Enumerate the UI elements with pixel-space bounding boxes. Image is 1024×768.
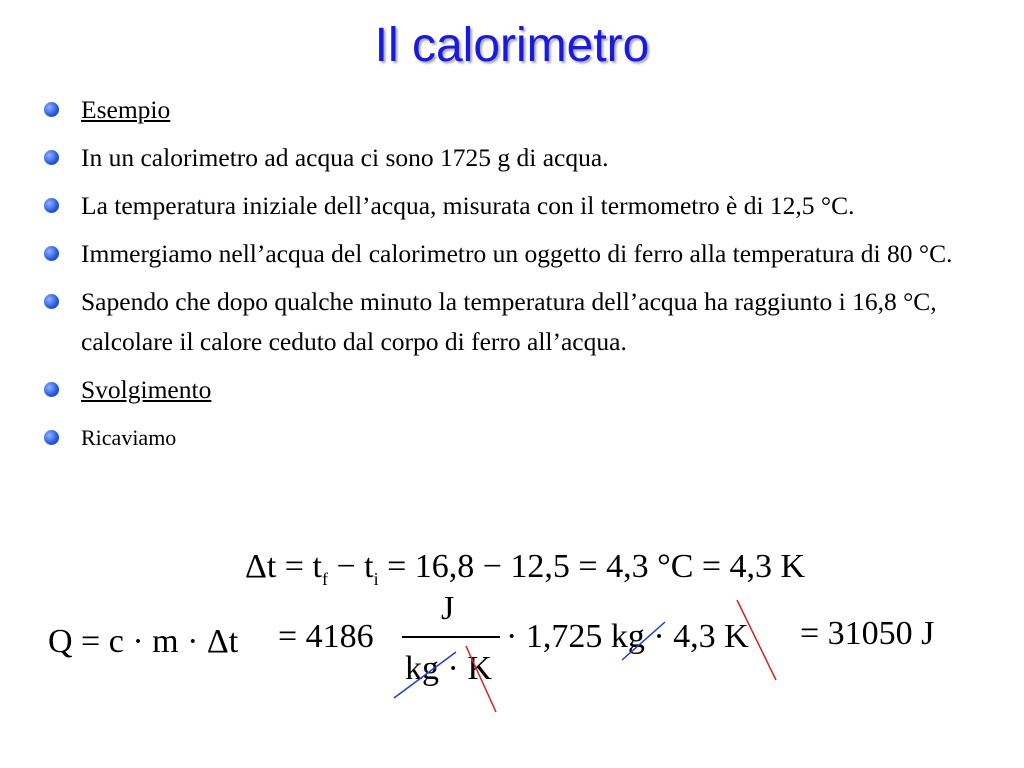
eq1-minus: − t — [327, 548, 374, 585]
eq1-rhs: = 16,8 − 12,5 = 4,3 °C = 4,3 K — [378, 548, 806, 585]
equation-q-rest: · 1,725 kg · 4,3 K — [506, 618, 749, 655]
bullet-text: La temperatura iniziale dell’acqua, misurata con il termometro è di 12,5 °C. — [81, 191, 855, 220]
eq1-lhs: Δt = t — [245, 548, 322, 585]
cancel-kg-denominator — [394, 652, 456, 698]
bullet-text: Svolgimento — [81, 375, 212, 404]
fraction-numerator: J — [441, 590, 455, 627]
bullet-text: In un calorimetro ad acqua ci sono 1725 g di acqua. — [81, 143, 609, 172]
eq1-sub-i: i — [373, 569, 379, 589]
equation-q-result: = 31050 J — [800, 615, 935, 652]
bullet-text: Ricaviamo — [81, 425, 177, 450]
bullet-text: Immergiamo nell’acqua del calorimetro un oggetto di ferro alla temperatura di 80 °C. — [81, 239, 953, 268]
bullet-text: Sapendo che dopo qualche minuto la temperatura dell’acqua ha raggiunto i 16,8 °C, calcolare il calore ceduto dal corpo di ferro all’acqua. — [81, 287, 937, 356]
fraction-denominator: kg · K — [405, 650, 492, 687]
cancel-k-temperature — [737, 600, 776, 680]
slide-title: Il calorimetro — [374, 19, 650, 72]
equation-q-eq: = 4186 — [278, 618, 374, 655]
cancel-kg-mass — [622, 622, 665, 660]
bullet-text: Esempio — [81, 95, 171, 124]
eq1-sub-f: f — [321, 569, 328, 589]
equation-q-formula: Q = c · m · Δt — [48, 623, 239, 660]
cancel-k-denominator — [466, 646, 496, 712]
